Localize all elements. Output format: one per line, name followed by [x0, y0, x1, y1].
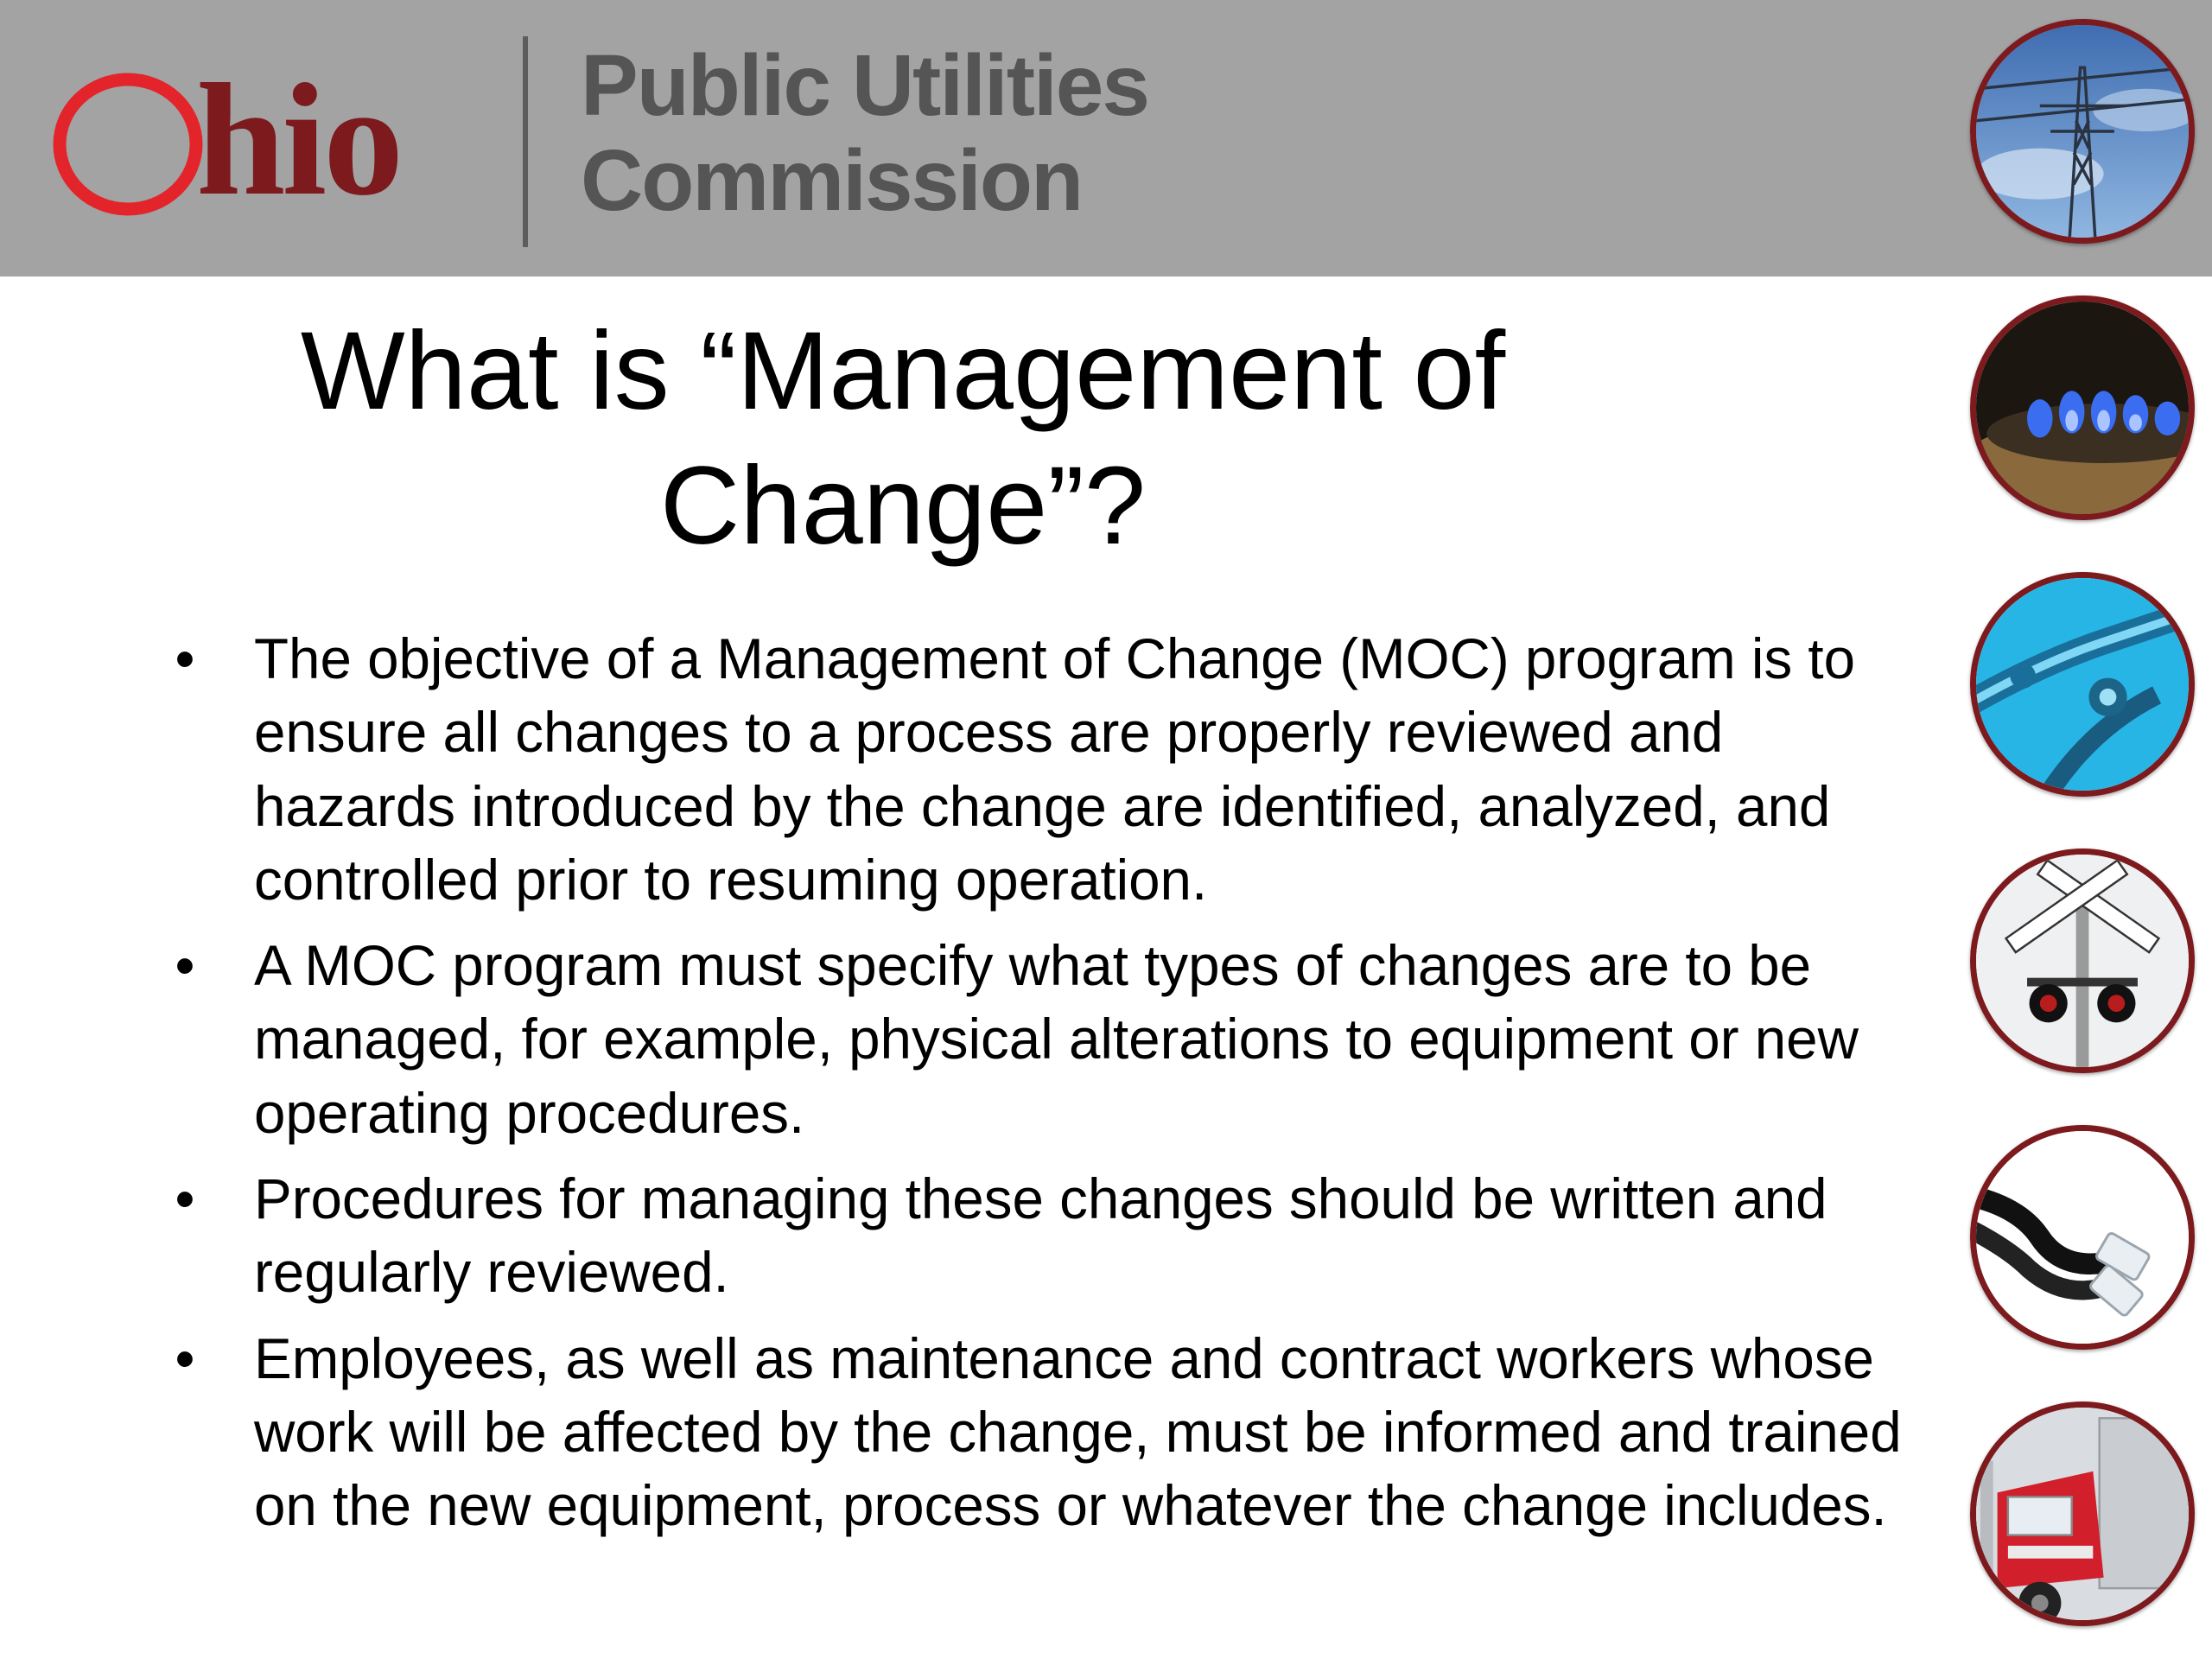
bullet-text: Employees, as well as maintenance and contract workers whose work will be affected by the change, must be informed and trained on the new equipment, process or whatever the change includes. [254, 1326, 1902, 1538]
telecom-cable-icon [1970, 1125, 2195, 1350]
ohio-wordmark [52, 35, 484, 251]
bullet-text: The objective of a Management of Change (MOC) program is to ensure all changes to a process are properly reviewed and hazards introduced by the change are identified, analyzed, and controlled prior to resuming operation. [254, 627, 1856, 912]
bullet-marker: • [175, 1326, 195, 1390]
org-name-line2: Commission [581, 132, 1083, 229]
gas-flame-icon [1970, 296, 2195, 520]
bullet-list [156, 622, 1936, 1555]
bullet-text: Procedures for managing these changes should be written and regularly reviewed. [254, 1167, 1827, 1305]
bullet-item [156, 1322, 1936, 1543]
railroad-crossing-icon [1970, 849, 2195, 1073]
bullet-item [156, 1162, 1936, 1310]
bullet-marker: • [175, 934, 195, 998]
bullet-marker: • [175, 1167, 195, 1231]
utility-photo-column [1970, 0, 2198, 1659]
bullet-item [156, 929, 1936, 1150]
bullet-text: A MOC program must specify what types of changes are to be managed, for example, physical alterations to equipment or new operating procedures. [254, 934, 1859, 1145]
org-name [581, 38, 1272, 228]
header-band [0, 0, 2212, 276]
org-name-line1: Public Utilities [581, 37, 1149, 134]
header-divider [523, 36, 528, 247]
water-pipe-icon [1970, 572, 2195, 797]
semi-truck-icon [1970, 1402, 2195, 1626]
bullet-marker: • [175, 627, 195, 690]
slide-title: What is “Management of Change”? [300, 309, 1506, 568]
bullet-item [156, 622, 1936, 917]
ohio-logo [52, 35, 484, 251]
svg-text:hio: hio [196, 51, 401, 229]
power-tower-icon [1970, 19, 2195, 244]
